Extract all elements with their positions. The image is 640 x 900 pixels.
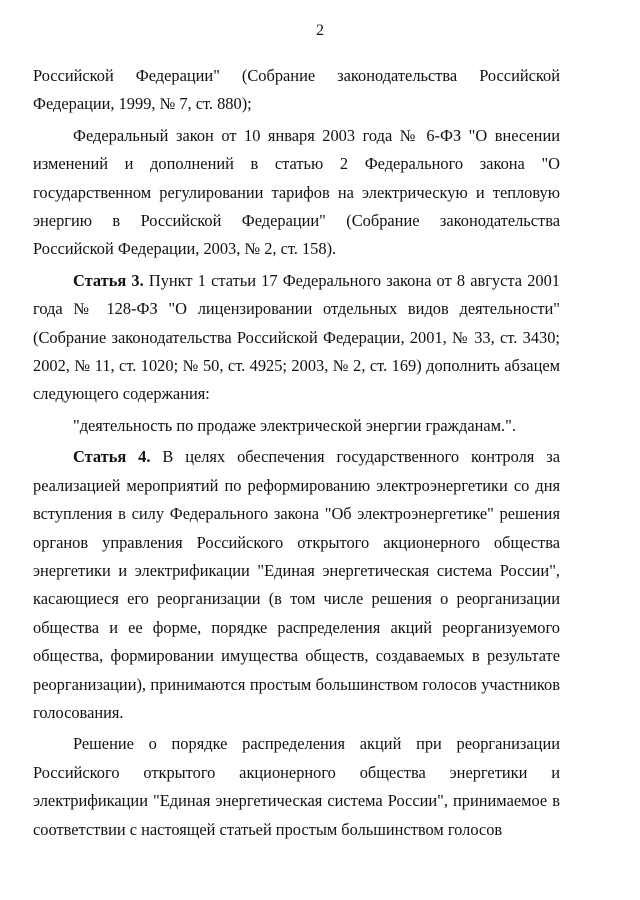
paragraph-decision [33,730,560,844]
paragraph-text: В целях обеспечения государственного контроля за реализацией мероприятий по реформированию электроэнергетики со дня вступления в силу Федерального закона "Об электроэнергетике" решения органов управления Российского открытого акционерного общества энергетики и электрификации "Единая энергетическая система России", касающиеся его реорганизации (в том числе решения о реорганизации общества и ее форме, порядке распределения акций реорганизуемого общества, формировании имущества обществ, создаваемых в результате реорганизации), принимаются простым большинством голосов участников голосования. [33,447,560,722]
paragraph-article-3 [33,267,560,409]
article-4-heading: Статья 4. [73,447,151,467]
paragraph-continuation [33,62,560,119]
paragraph-text: Пункт 1 статьи 17 Федерального закона от 8 августа 2001 года № 128-ФЗ "О лицензировании отдельных видов деятельности" (Собрание законодательства Российской Федерации, 2001, № 33, ст. 3430; 2002, № 11, ст. 1020; № 50, ст. 4925; 2003, № 2, ст. 169) дополнить абзацем следующего содержания: [33,270,560,404]
paragraph-federal-law-2003 [33,122,560,264]
paragraph-article-4 [33,443,560,727]
paragraph-text: Российской Федерации" (Собрание законодательства Российской Федерации, 1999, № 7, ст. 880); [33,66,560,114]
paragraph-text: "деятельность по продаже электрической энергии гражданам.". [73,415,516,435]
paragraph-text: Решение о порядке распределения акций при реорганизации Российского открытого акционерного общества энергетики и электрификации "Единая энергетическая система России", принимаемое в соответствии с настоящей статьей простым большинством голосов [33,734,560,839]
paragraph-text: Федеральный закон от 10 января 2003 года № 6-ФЗ "О внесении изменений и дополнений в статью 2 Федерального закона "О государственном регулировании тарифов на электрическую и тепловую энергию в Российской Федерации" (Собрание законодательства Российской Федерации, 2003, № 2, ст. 158). [33,125,560,259]
paragraph-quoted-addition [33,412,560,440]
page-number: 2 [316,22,324,39]
document-body [33,62,560,844]
article-3-heading: Статья 3. [73,270,144,290]
